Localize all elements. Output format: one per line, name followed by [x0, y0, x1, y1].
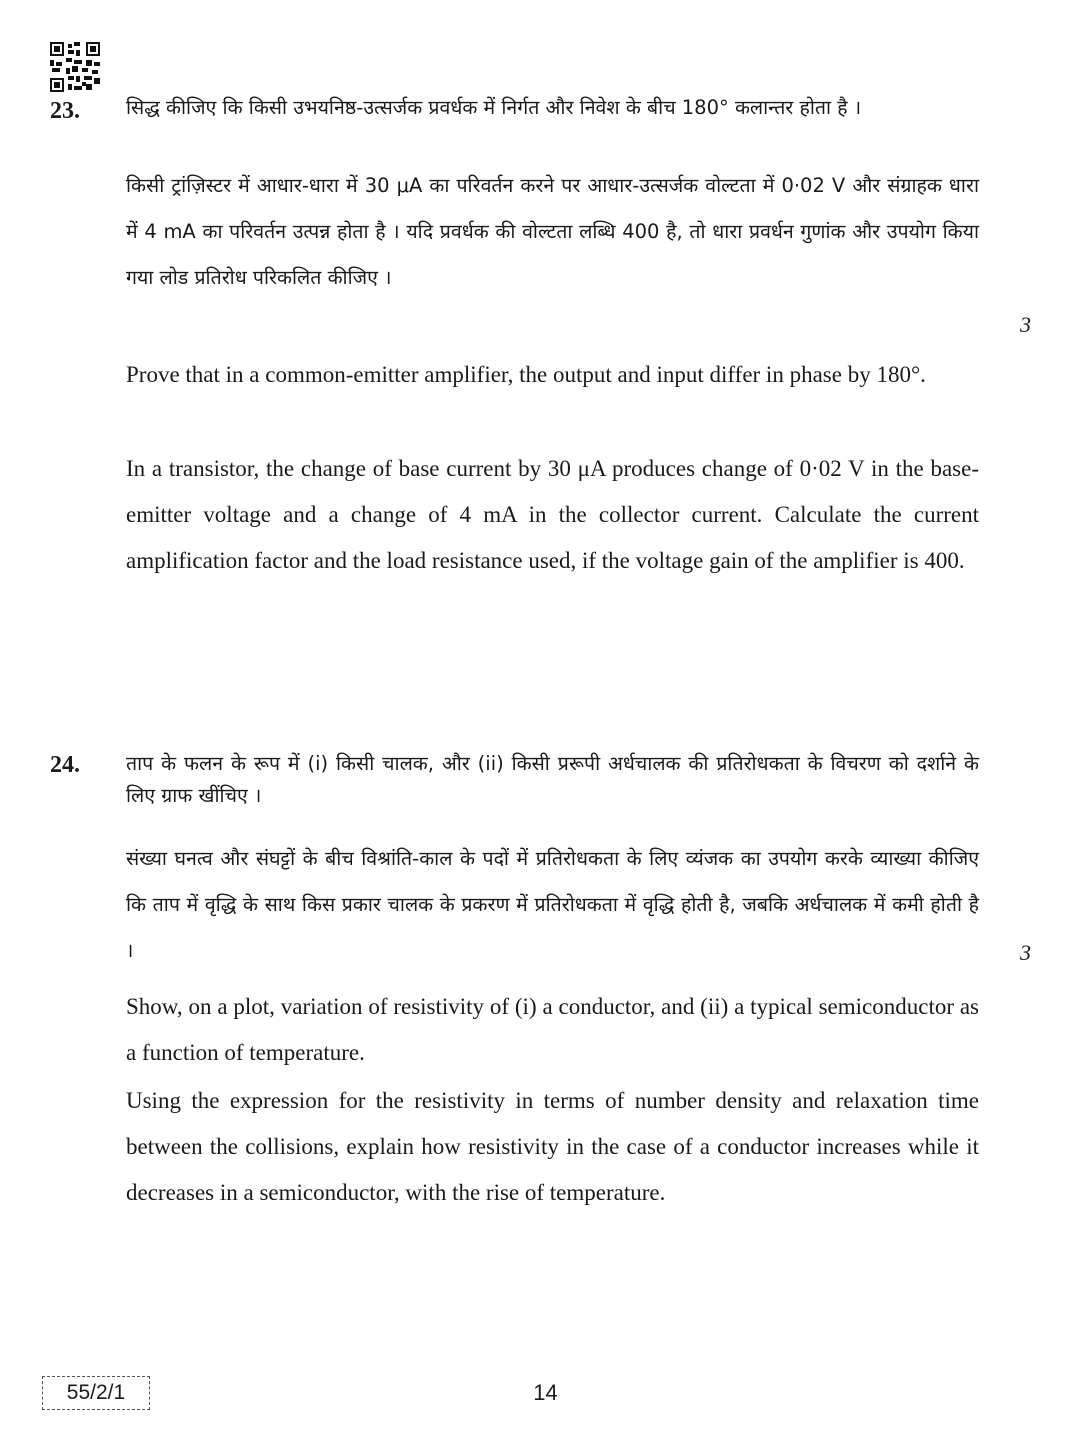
question-english-body: In a transistor, the change of base current by 30 μA produces change of 0·02 V in the base-emitter voltage and a change of 4 mA in the collector current. Calculate the current amplification factor and the load resistance used, if the voltage gain of the amplifier is 400. [126, 456, 979, 573]
question-number: 24. [50, 752, 80, 778]
question-hindi-intro: ताप के फलन के रूप में (i) किसी चालक, और (ii) किसी प्ररूपी अर्धचालक की प्रतिरोधकता के विचरण को दर्शाने के लिए ग्राफ खींचिए । [126, 752, 979, 807]
question-english-intro: Prove that in a common-emitter amplifier, the output and input differ in phase by 180°. [126, 362, 926, 387]
marks-label: 3 [1020, 940, 1031, 965]
question-english-body: Using the expression for the resistivity in terms of number density and relaxation time between the collisions, explain how resistivity in the case of a conductor increases while it decreases in a semiconductor, with the rise of temperature. [126, 1088, 979, 1205]
question-english-intro: Show, on a plot, variation of resistivity of (i) a conductor, and (ii) a typical semiconductor as a function of temperature. [126, 994, 979, 1065]
qr-code-icon [50, 42, 100, 92]
question-number: 23. [50, 98, 80, 124]
question-hindi-intro: सिद्ध कीजिए कि किसी उभयनिष्ठ-उत्सर्जक प्रवर्धक में निर्गत और निवेश के बीच 180° कलान्तर होता है । [126, 96, 862, 119]
page-number: 14 [533, 1380, 558, 1405]
question-hindi-body: किसी ट्रांज़िस्टर में आधार-धारा में 30 μA का परिवर्तन करने पर आधार-उत्सर्जक वोल्टता में 0·02 V और संग्राहक धारा में 4 mA का परिवर्तन उत्पन्न होता है । यदि प्रवर्धक की वोल्टता लब्धि 400 है, तो धारा प्रवर्धन गुणांक और उपयोग किया गया लोड प्रतिरोध परिकलित कीजिए । [126, 174, 979, 289]
question-hindi-body: संख्या घनत्व और संघट्टों के बीच विश्रांति-काल के पदों में प्रतिरोधकता के लिए व्यंजक का उपयोग करके व्याख्या कीजिए कि ताप में वृद्धि के साथ किस प्रकार चालक के प्रकरण में प्रतिरोधकता में वृद्धि होती है, जबकि अर्धचालक में कमी होती है । [126, 847, 979, 962]
paper-code: 55/2/1 [42, 1376, 150, 1410]
marks-label: 3 [1020, 312, 1031, 337]
